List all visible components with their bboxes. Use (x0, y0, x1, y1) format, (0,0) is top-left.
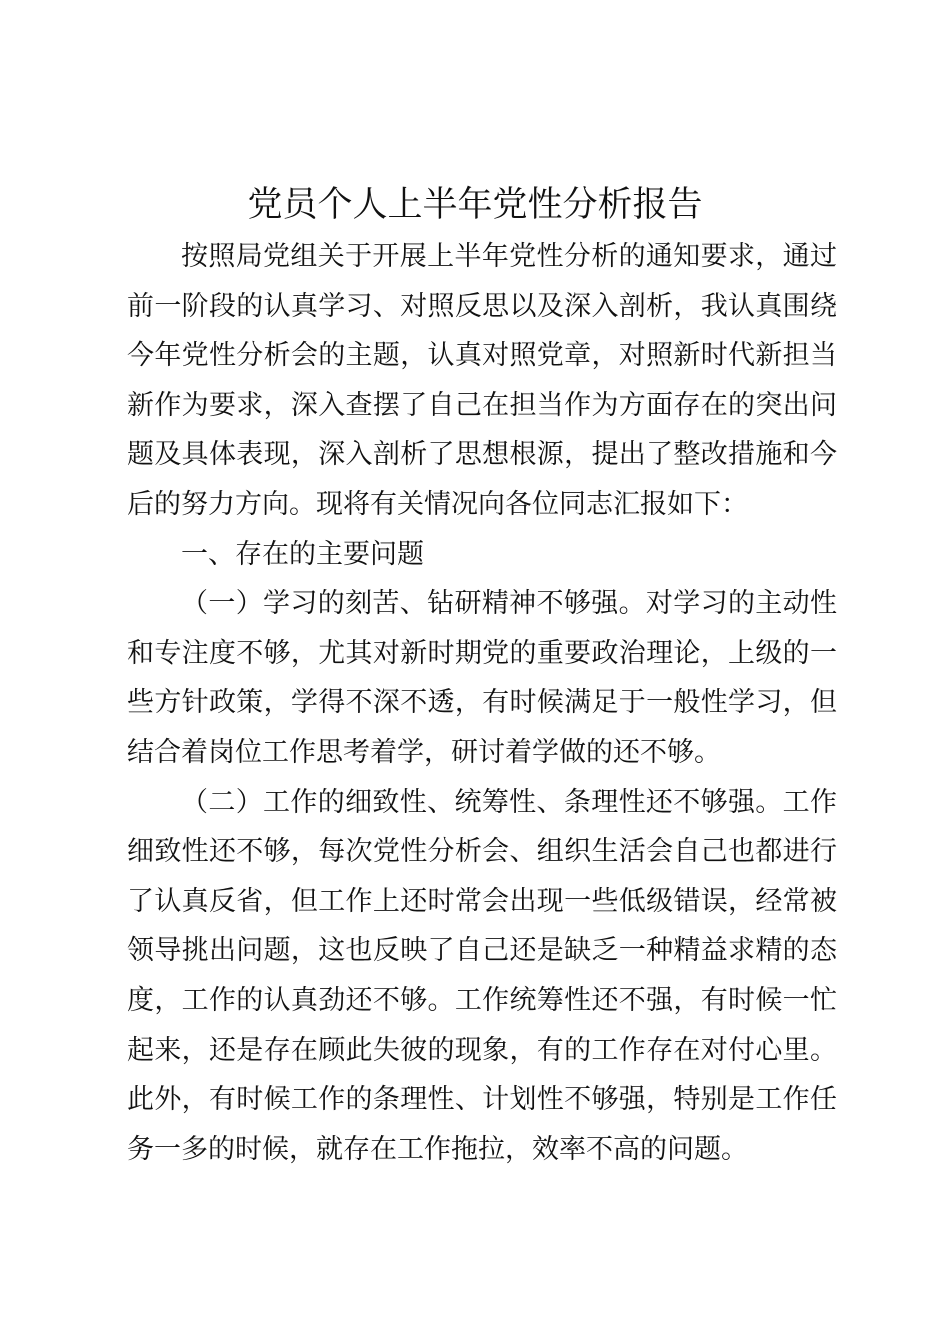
section-heading: 一、存在的主要问题 (181, 538, 424, 570)
document-title: 党员个人上半年党性分析报告 (247, 185, 703, 225)
intro-paragraph: 按照局党组关于开展上半年党性分析的通知要求，通过前一阶段的认真学习、对照反思以及深入剖析，我认真围绕今年党性分析会的主题，认真对照党章，对照新时代新担当新作为要求，深入查摆了自己在担当作为方面存在的突出问题及具体表现，深入剖析了思想根源，提出了整改措施和今后的努力方向。现将有关情况向各位同志汇报如下： (127, 241, 837, 520)
issue-paragraph-1: （一）学习的刻苦、钻研精神不够强。对学习的主动性和专注度不够，尤其对新时期党的重要政治理论，上级的一些方针政策，学得不深不透，有时候满足于一般性学习，但结合着岗位工作思考着学，研讨着学做的还不够。 (127, 588, 837, 768)
issue-paragraph-2: （二）工作的细致性、统筹性、条理性还不够强。工作细致性还不够，每次党性分析会、组织生活会自己也都进行了认真反省，但工作上还时常会出现一些低级错误，经常被领导挑出问题，这也反映了自己还是缺乏一种精益求精的态度，工作的认真劲还不够。工作统筹性还不强，有时候一忙起来，还是存在顾此失彼的现象，有的工作存在对付心里。此外，有时候工作的条理性、计划性不够强，特别是工作任务一多的时候，就存在工作拖拉，效率不高的问题。 (127, 786, 837, 1165)
document-body (127, 232, 837, 1174)
